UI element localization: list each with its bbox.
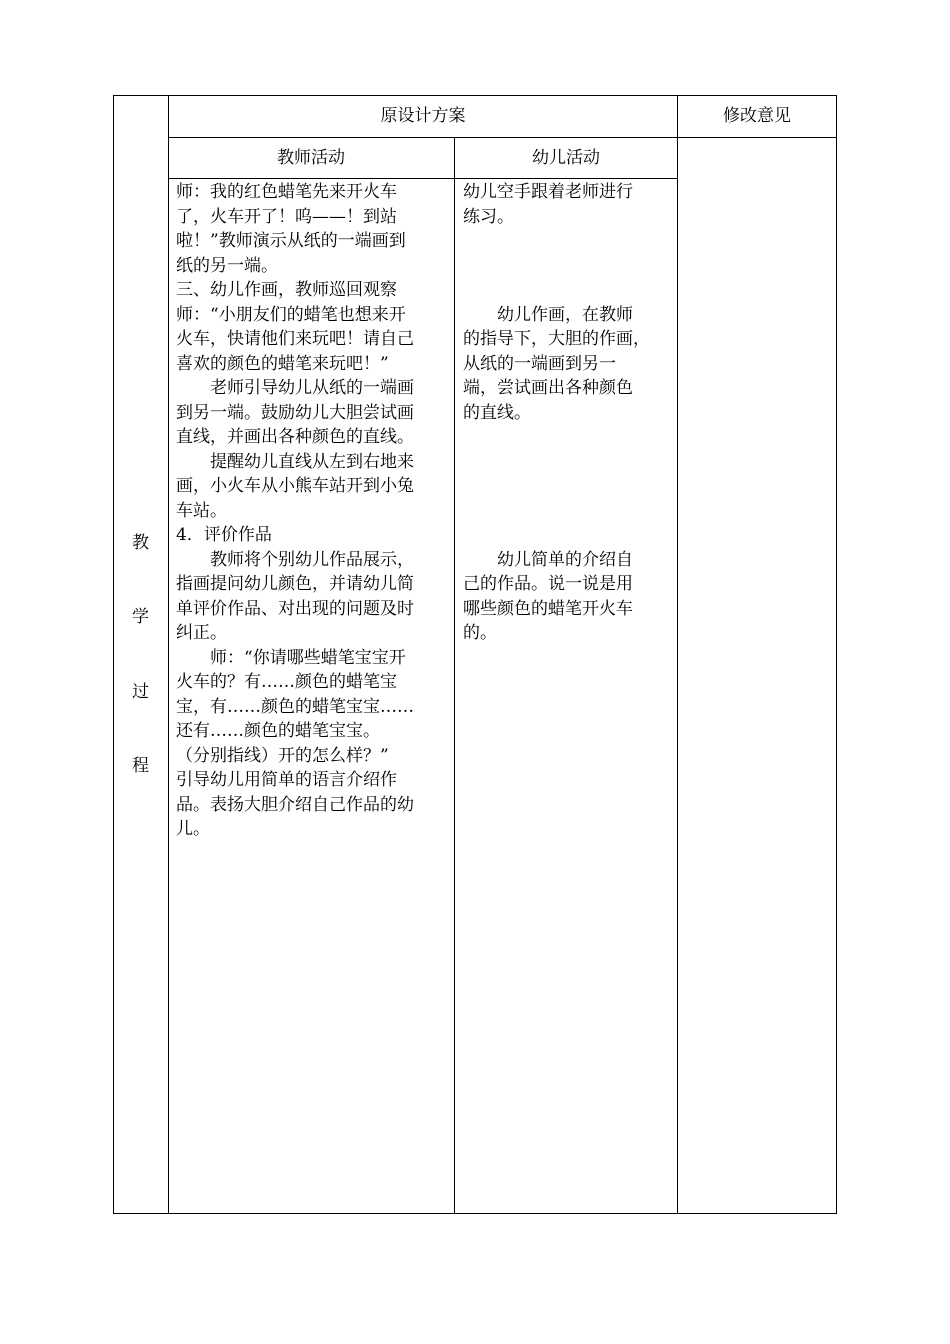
original-design-header: 原设计方案: [380, 106, 466, 126]
child-line: 幼儿简单的介绍自: [463, 549, 633, 570]
child-line: [463, 425, 673, 450]
teacher-line: 火车，快请他们来玩吧！请自己: [176, 329, 414, 349]
teacher-line: 老师引导幼儿从纸的一端画: [176, 378, 414, 398]
teacher-line: 宝，有……颜色的蜡笔宝宝……: [176, 696, 414, 717]
teacher-activity-cell: [176, 180, 450, 842]
child-line: [463, 278, 673, 303]
child-line: 的指导下，大胆的作画，: [463, 329, 650, 349]
table-divider-label: [168, 95, 169, 1214]
child-line: 的直线。: [463, 402, 531, 423]
teacher-line: 纠正。: [176, 623, 227, 643]
child-line: [463, 229, 673, 254]
child-line: 的。: [463, 623, 497, 643]
teacher-activity-header: 教师活动: [277, 148, 345, 168]
teacher-line: 指画提问幼儿颜色，并请幼儿简: [176, 574, 414, 594]
teacher-line: 引导幼儿用简单的语言介绍作: [176, 770, 397, 790]
child-line: [463, 523, 673, 548]
teacher-line: 啦！”教师演示从纸的一端画到: [176, 231, 406, 251]
teacher-line: 提醒幼儿直线从左到右地来: [176, 451, 414, 472]
teacher-line: 品。表扬大胆介绍自己作品的幼: [176, 794, 414, 815]
child-line: 端，尝试画出各种颜色: [463, 378, 633, 398]
teacher-line: 单评价作品、对出现的问题及时: [176, 598, 414, 619]
child-line: 从纸的一端画到另一: [463, 353, 616, 374]
teacher-line: 师：我的红色蜡笔先来开火车: [176, 182, 397, 202]
teacher-line: 师：“小朋友们的蜡笔也想来开: [176, 304, 406, 325]
child-line: [463, 450, 673, 475]
teacher-line: 4．评价作品: [176, 525, 272, 545]
section-label-char: 程: [132, 756, 149, 776]
child-line: [463, 474, 673, 499]
table-border-top: [113, 95, 837, 96]
teacher-line: 三、幼儿作画，教师巡回观察: [176, 280, 397, 300]
teacher-line: （分别指线）开的怎么样？”: [176, 745, 389, 766]
child-activity-cell: [463, 180, 673, 646]
child-line: 哪些颜色的蜡笔开火车: [463, 598, 633, 619]
teacher-line: 教师将个别幼儿作品展示，: [176, 549, 414, 570]
child-line: [463, 254, 673, 279]
teacher-line: 纸的另一端。: [176, 255, 278, 276]
child-line: 己的作品。说一说是用: [463, 574, 633, 594]
table-border-left: [113, 95, 114, 1214]
child-line: 练习。: [463, 206, 514, 227]
subheader-row-divider: [168, 178, 678, 179]
teacher-line: 了，火车开了！呜——！到站: [176, 206, 397, 227]
teacher-line: 到另一端。鼓励幼儿大胆尝试画: [176, 402, 414, 423]
table-divider-middle: [454, 138, 455, 1214]
teacher-line: 火车的？有……颜色的蜡笔宝: [176, 672, 397, 692]
revision-opinion-header: 修改意见: [723, 106, 791, 126]
section-label-char: 学: [132, 607, 149, 627]
revision-opinion-cell[interactable]: [678, 138, 836, 1213]
teacher-line: 喜欢的颜色的蜡笔来玩吧！”: [176, 353, 389, 374]
table-border-bottom: [113, 1213, 837, 1214]
child-line: [463, 499, 673, 524]
teacher-line: 画，小火车从小熊车站开到小兔: [176, 476, 414, 496]
teacher-line: 师：“你请哪些蜡笔宝宝开: [176, 647, 406, 668]
teacher-line: 还有……颜色的蜡笔宝宝。: [176, 721, 380, 741]
child-line: 幼儿作画，在教师: [463, 304, 633, 325]
teacher-line: 儿。: [176, 819, 210, 839]
section-label-char: 过: [132, 682, 149, 702]
teacher-line: 车站。: [176, 500, 227, 521]
child-activity-header: 幼儿活动: [532, 148, 600, 168]
table-border-right: [836, 95, 837, 1214]
teacher-line: 直线，并画出各种颜色的直线。: [176, 427, 414, 447]
child-line: 幼儿空手跟着老师进行: [463, 182, 633, 202]
section-label-char: 教: [132, 533, 149, 553]
